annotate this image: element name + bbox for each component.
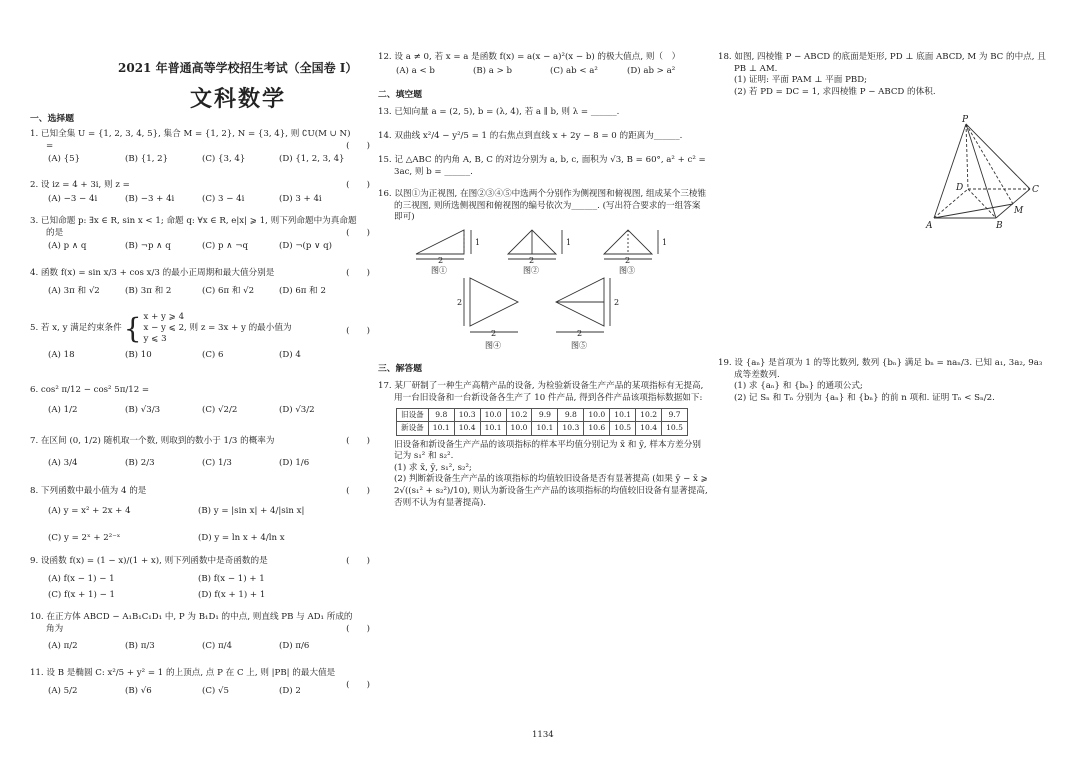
option-a: (A) p ∧ q xyxy=(48,241,87,252)
question-13 xyxy=(378,107,708,119)
table-cell: 10.6 xyxy=(584,422,610,435)
option-b: (B) f(x − 1) + 1 xyxy=(198,573,265,584)
question-2-text: 2. 设 iz = 4 + 3i, 则 z = xyxy=(30,180,130,190)
option-b: (B) {1, 2} xyxy=(125,154,169,165)
question-6-text: 6. cos² π/12 − cos² 5π/12 = xyxy=(30,385,150,395)
question-3-options xyxy=(48,241,370,253)
question-19-p2: (2) 记 Sₙ 和 Tₙ 分别为 {aₙ} 和 {bₙ} 的前 n 项和. 证明 Tₙ < Sₙ/2. xyxy=(734,392,995,403)
option-b: (B) a > b xyxy=(473,65,513,76)
question-4-options xyxy=(48,286,370,298)
edge-pb xyxy=(966,124,996,218)
fig2-dim-2: 2 xyxy=(529,256,535,265)
question-7 xyxy=(30,436,370,469)
fig4-dim-1: 2 xyxy=(457,298,463,307)
option-c: (C) π/4 xyxy=(202,641,233,652)
option-a: (A) 18 xyxy=(48,349,75,360)
table-row xyxy=(397,409,688,422)
label-c: C xyxy=(1032,185,1039,195)
fig1-triangle xyxy=(416,230,464,254)
question-17-text: 17. 某厂研制了一种生产高精产品的设备, 为检验新设备生产产品的某项指标有无提高, 用一台旧设备和一台新设备各生产了 10 件产品, 得到各件产品该项指标数据如下: xyxy=(378,381,704,403)
question-12-options xyxy=(396,66,708,78)
table-cell: 10.2 xyxy=(506,409,532,422)
option-c: (C) 6π 和 √2 xyxy=(202,285,255,296)
question-15-text: 15. 记 △ABC 的内角 A, B, C 的对边分别为 a, b, c, 面积为 √3, B = 60°, a² + c² = 3ac, 则 b = ______. xyxy=(378,155,706,177)
option-b: (B) π/3 xyxy=(125,641,155,652)
fig1-caption: 图① xyxy=(431,266,447,275)
page-number: 1134 xyxy=(532,730,554,740)
answer-paren: ( ) xyxy=(346,228,370,238)
section-fill: 二、填空题 xyxy=(378,90,422,100)
answer-paren: ( ) xyxy=(346,268,370,278)
option-d: (D) ab > a² xyxy=(627,65,676,76)
answer-paren: ( ) xyxy=(346,680,370,690)
option-c: (C) ab < a² xyxy=(550,65,598,76)
option-b: (B) √3/3 xyxy=(125,404,161,415)
option-a: (A) 3/4 xyxy=(48,457,78,468)
option-d: (D) 1/6 xyxy=(279,457,310,468)
question-8-options-row2 xyxy=(48,533,370,545)
table-cell: 9.8 xyxy=(558,409,584,422)
three-view-figures xyxy=(378,226,708,354)
table-cell: 10.1 xyxy=(610,409,636,422)
option-c: (C) y = 2ˣ + 2²⁻ˣ xyxy=(48,533,121,544)
section-choice: 一、选择题 xyxy=(30,114,74,124)
answer-paren: ( ) xyxy=(346,436,370,446)
option-a: (A) 1/2 xyxy=(48,404,78,415)
question-17-p1: 旧设备和新设备生产产品的该项指标的样本平均值分别记为 x̄ 和 ȳ, 样本方差分别记为 s₁² 和 s₂². xyxy=(394,439,701,462)
fig5-dim-2: 2 xyxy=(577,329,583,338)
answer-paren: ( ) xyxy=(346,141,370,151)
answer-paren: ( ) xyxy=(346,486,370,496)
answer-paren: ( ) xyxy=(346,556,370,566)
option-c: (C) √5 xyxy=(202,685,229,696)
constraint-2: x − y ⩽ 2 xyxy=(143,323,185,334)
option-d: (D) π/6 xyxy=(279,641,310,652)
option-a: (A) {5} xyxy=(48,154,81,165)
label-a: A xyxy=(926,221,933,231)
option-c: (C) √2/2 xyxy=(202,404,238,415)
question-7-text: 7. 在区间 (0, 1/2) 随机取一个数, 则取到的数小于 1/3 的概率为 xyxy=(30,436,275,446)
question-11 xyxy=(30,668,370,697)
option-d: (D) √3/2 xyxy=(279,404,315,415)
question-9-options-row2 xyxy=(48,590,370,602)
question-10-text: 10. 在正方体 ABCD − A₁B₁C₁D₁ 中, P 为 B₁D₁ 的中点, 则直线 PB 与 AD₁ 所成的角为 xyxy=(30,612,353,634)
table-cell: 10.1 xyxy=(532,422,558,435)
table-cell: 10.4 xyxy=(454,422,480,435)
edge-pc xyxy=(966,124,1030,189)
option-d: (D) 3 + 4i xyxy=(279,193,322,204)
constraint-1: x + y ⩾ 4 xyxy=(143,312,185,322)
question-5-tail: , 则 z = 3x + y 的最小值为 xyxy=(184,322,292,333)
question-2 xyxy=(30,180,370,205)
question-19-text: 19. 设 {aₙ} 是首项为 1 的等比数列, 数列 {bₙ} 满足 bₙ = naₙ/3. 已知 a₁, 3a₂, 9a₃ 成等差数列. xyxy=(718,358,1043,380)
question-17 xyxy=(378,381,708,509)
answer-paren: ( ) xyxy=(346,326,370,336)
question-14-text: 14. 双曲线 x²/4 − y²/5 = 1 的右焦点到直线 x + 2y − 8 = 0 的距离为______. xyxy=(378,131,683,141)
question-18-p2: (2) 若 PD = DC = 1, 求四棱锥 P − ABCD 的体积. xyxy=(734,86,936,97)
fig1-dim-1: 1 xyxy=(475,238,481,247)
question-2-options xyxy=(48,194,370,206)
table-cell: 10.5 xyxy=(610,422,636,435)
table-cell: 9.9 xyxy=(532,409,558,422)
question-6-options xyxy=(48,405,370,417)
option-b: (B) y = |sin x| + 4/|sin x| xyxy=(198,505,305,516)
exam-title: 2021 年普通高等学校招生考试（全国卷 I） xyxy=(118,61,358,75)
table-cell: 10.1 xyxy=(480,422,506,435)
pyramid-figure xyxy=(918,114,1053,236)
fig4-caption: 图④ xyxy=(485,341,501,350)
answer-paren: ( ) xyxy=(346,624,370,634)
question-3-text: 3. 已知命题 p: ∃x ∈ R, sin x < 1; 命题 q: ∀x ∈ R, e|x| ⩾ 1, 则下列命题中为真命题的是 xyxy=(30,216,357,238)
fig3-caption: 图③ xyxy=(619,266,635,275)
option-a: (A) −3 − 4i xyxy=(48,193,98,204)
fig4-triangle xyxy=(470,278,518,326)
option-b: (B) 10 xyxy=(125,349,152,360)
fig2-caption: 图② xyxy=(523,266,539,275)
option-b: (B) −3 + 4i xyxy=(125,193,175,204)
question-9 xyxy=(30,556,370,602)
fig3-dim-2: 2 xyxy=(625,256,631,265)
table-cell: 10.3 xyxy=(558,422,584,435)
fig5-caption: 图⑤ xyxy=(571,341,587,350)
question-6 xyxy=(30,385,370,416)
question-17-p3: (2) 判断新设备生产产品的该项指标的均值较旧设备是否有显著提高 (如果 ȳ − x̄ ⩾ 2√((s₁² + s₂²)/10), 则认为新设备生产产品的该项指标的均值较旧设备有显著提高, 否则不认为有显著提高). xyxy=(394,474,708,508)
question-18 xyxy=(718,52,1053,98)
option-b: (B) ¬p ∧ q xyxy=(125,241,171,252)
option-b: (B) 2/3 xyxy=(125,457,155,468)
table-row xyxy=(397,422,688,435)
label-d: D xyxy=(956,183,964,193)
question-3 xyxy=(30,216,370,253)
table-cell: 10.4 xyxy=(636,422,662,435)
table-cell: 10.5 xyxy=(662,422,688,435)
exam-subtitle: 文科数学 xyxy=(190,87,287,112)
fig3-dim-1: 1 xyxy=(662,238,668,247)
edge-pd xyxy=(966,124,968,189)
option-b: (B) 3π 和 2 xyxy=(125,285,172,296)
option-d: (D) y = ln x + 4/ln x xyxy=(198,533,285,544)
question-9-options-row1 xyxy=(48,574,370,586)
table-cell: 9.8 xyxy=(428,409,454,422)
option-a: (A) π/2 xyxy=(48,641,78,652)
table-cell: 9.7 xyxy=(662,409,688,422)
question-18-text: 18. 如图, 四棱锥 P − ABCD 的底面是矩形, PD ⊥ 底面 ABCD, M 为 BC 的中点, 且 PB ⊥ AM. xyxy=(718,52,1046,74)
table-cell: 10.2 xyxy=(636,409,662,422)
question-5-text: 5. 若 x, y 满足约束条件 xyxy=(30,322,122,333)
question-8-text: 8. 下列函数中最小值为 4 的是 xyxy=(30,486,147,496)
option-a: (A) a < b xyxy=(396,65,435,76)
table-cell: 10.1 xyxy=(428,422,454,435)
table-cell: 10.0 xyxy=(584,409,610,422)
fig4-dim-2: 2 xyxy=(491,329,497,338)
option-d: (D) 6π 和 2 xyxy=(279,285,326,296)
label-p: P xyxy=(962,115,969,125)
question-19-p1: (1) 求 {aₙ} 和 {bₙ} 的通项公式; xyxy=(734,381,863,392)
fig2-dim-1: 1 xyxy=(566,238,572,247)
row-label: 旧设备 xyxy=(397,409,429,422)
question-7-options xyxy=(48,458,370,470)
option-a: (A) 5/2 xyxy=(48,685,78,696)
answer-paren: ( ) xyxy=(346,180,370,190)
table-cell: 10.3 xyxy=(454,409,480,422)
question-9-text: 9. 设函数 f(x) = (1 − x)/(1 + x), 则下列函数中是奇函数的是 xyxy=(30,556,268,566)
question-11-options xyxy=(48,686,370,698)
question-1 xyxy=(30,129,370,166)
brace-icon: { xyxy=(123,311,142,345)
question-1-options xyxy=(48,154,370,166)
option-d: (D) f(x + 1) + 1 xyxy=(198,590,266,601)
option-c: (C) f(x + 1) − 1 xyxy=(48,590,116,601)
question-16-text: 16. 以图①为正视图, 在图②③④⑤中选两个分别作为侧视图和俯视图, 组成某个三棱锥的三视图, 则所选侧视图和俯视图的编号依次为______. (写出符合要求的一组答案即可) xyxy=(378,189,707,223)
question-18-p1: (1) 证明: 平面 PAM ⊥ 平面 PBD; xyxy=(734,75,867,86)
option-c: (C) p ∧ ¬q xyxy=(202,241,248,252)
question-8 xyxy=(30,486,370,545)
question-12-text: 12. 设 a ≠ 0, 若 x = a 是函数 f(x) = a(x − a)²(x − b) 的极大值点, 则（ ） xyxy=(378,52,681,62)
question-4 xyxy=(30,268,370,297)
segment-am xyxy=(934,204,1013,218)
table-cell: 10.0 xyxy=(506,422,532,435)
row-label: 新设备 xyxy=(397,422,429,435)
question-14 xyxy=(378,131,708,143)
option-c: (C) 1/3 xyxy=(202,457,232,468)
option-d: (D) 2 xyxy=(279,685,301,696)
constraint-system xyxy=(144,312,185,346)
question-5-options xyxy=(48,350,370,362)
question-11-text: 11. 设 B 是椭圆 C: x²/5 + y² = 1 的上顶点, 点 P 在 C 上, 则 |PB| 的最大值是 xyxy=(30,668,336,678)
option-a: (A) 3π 和 √2 xyxy=(48,285,100,296)
question-12 xyxy=(378,52,708,77)
constraint-3: y ⩽ 3 xyxy=(143,334,167,345)
option-c: (C) 6 xyxy=(202,349,224,360)
option-b: (B) √6 xyxy=(125,685,152,696)
option-d: (D) {1, 2, 3, 4} xyxy=(279,154,345,165)
question-10-options xyxy=(48,641,370,653)
question-19 xyxy=(718,358,1053,404)
question-10 xyxy=(30,612,370,653)
question-1-text: 1. 已知全集 U = {1, 2, 3, 4, 5}, 集合 M = {1, 2}, N = {3, 4}, 则 ∁U(M ∪ N) = xyxy=(30,129,351,151)
option-c: (C) {3, 4} xyxy=(202,154,246,165)
question-8-options-row1 xyxy=(48,506,370,518)
option-a: (A) f(x − 1) − 1 xyxy=(48,573,115,584)
label-m: M xyxy=(1014,206,1024,216)
question-17-p2: (1) 求 x̄, ȳ, s₁², s₂²; xyxy=(394,462,472,473)
question-13-text: 13. 已知向量 a = (2, 5), b = (λ, 4), 若 a ∥ b, 则 λ = ______. xyxy=(378,107,620,117)
fig5-dim-1: 2 xyxy=(614,298,620,307)
label-b: B xyxy=(996,221,1003,231)
option-d: (D) ¬(p ∨ q) xyxy=(279,241,332,252)
question-5 xyxy=(30,312,370,361)
question-4-text: 4. 函数 f(x) = sin x/3 + cos x/3 的最小正周期和最大值分别是 xyxy=(30,268,275,278)
question-16 xyxy=(378,189,708,224)
fig1-dim-2: 2 xyxy=(438,256,444,265)
option-a: (A) y = x² + 2x + 4 xyxy=(48,505,131,516)
table-cell: 10.0 xyxy=(480,409,506,422)
equipment-data-table xyxy=(396,408,688,436)
option-d: (D) 4 xyxy=(279,349,301,360)
question-15 xyxy=(378,155,708,178)
section-answer: 三、解答题 xyxy=(378,364,422,374)
option-c: (C) 3 − 4i xyxy=(202,193,245,204)
